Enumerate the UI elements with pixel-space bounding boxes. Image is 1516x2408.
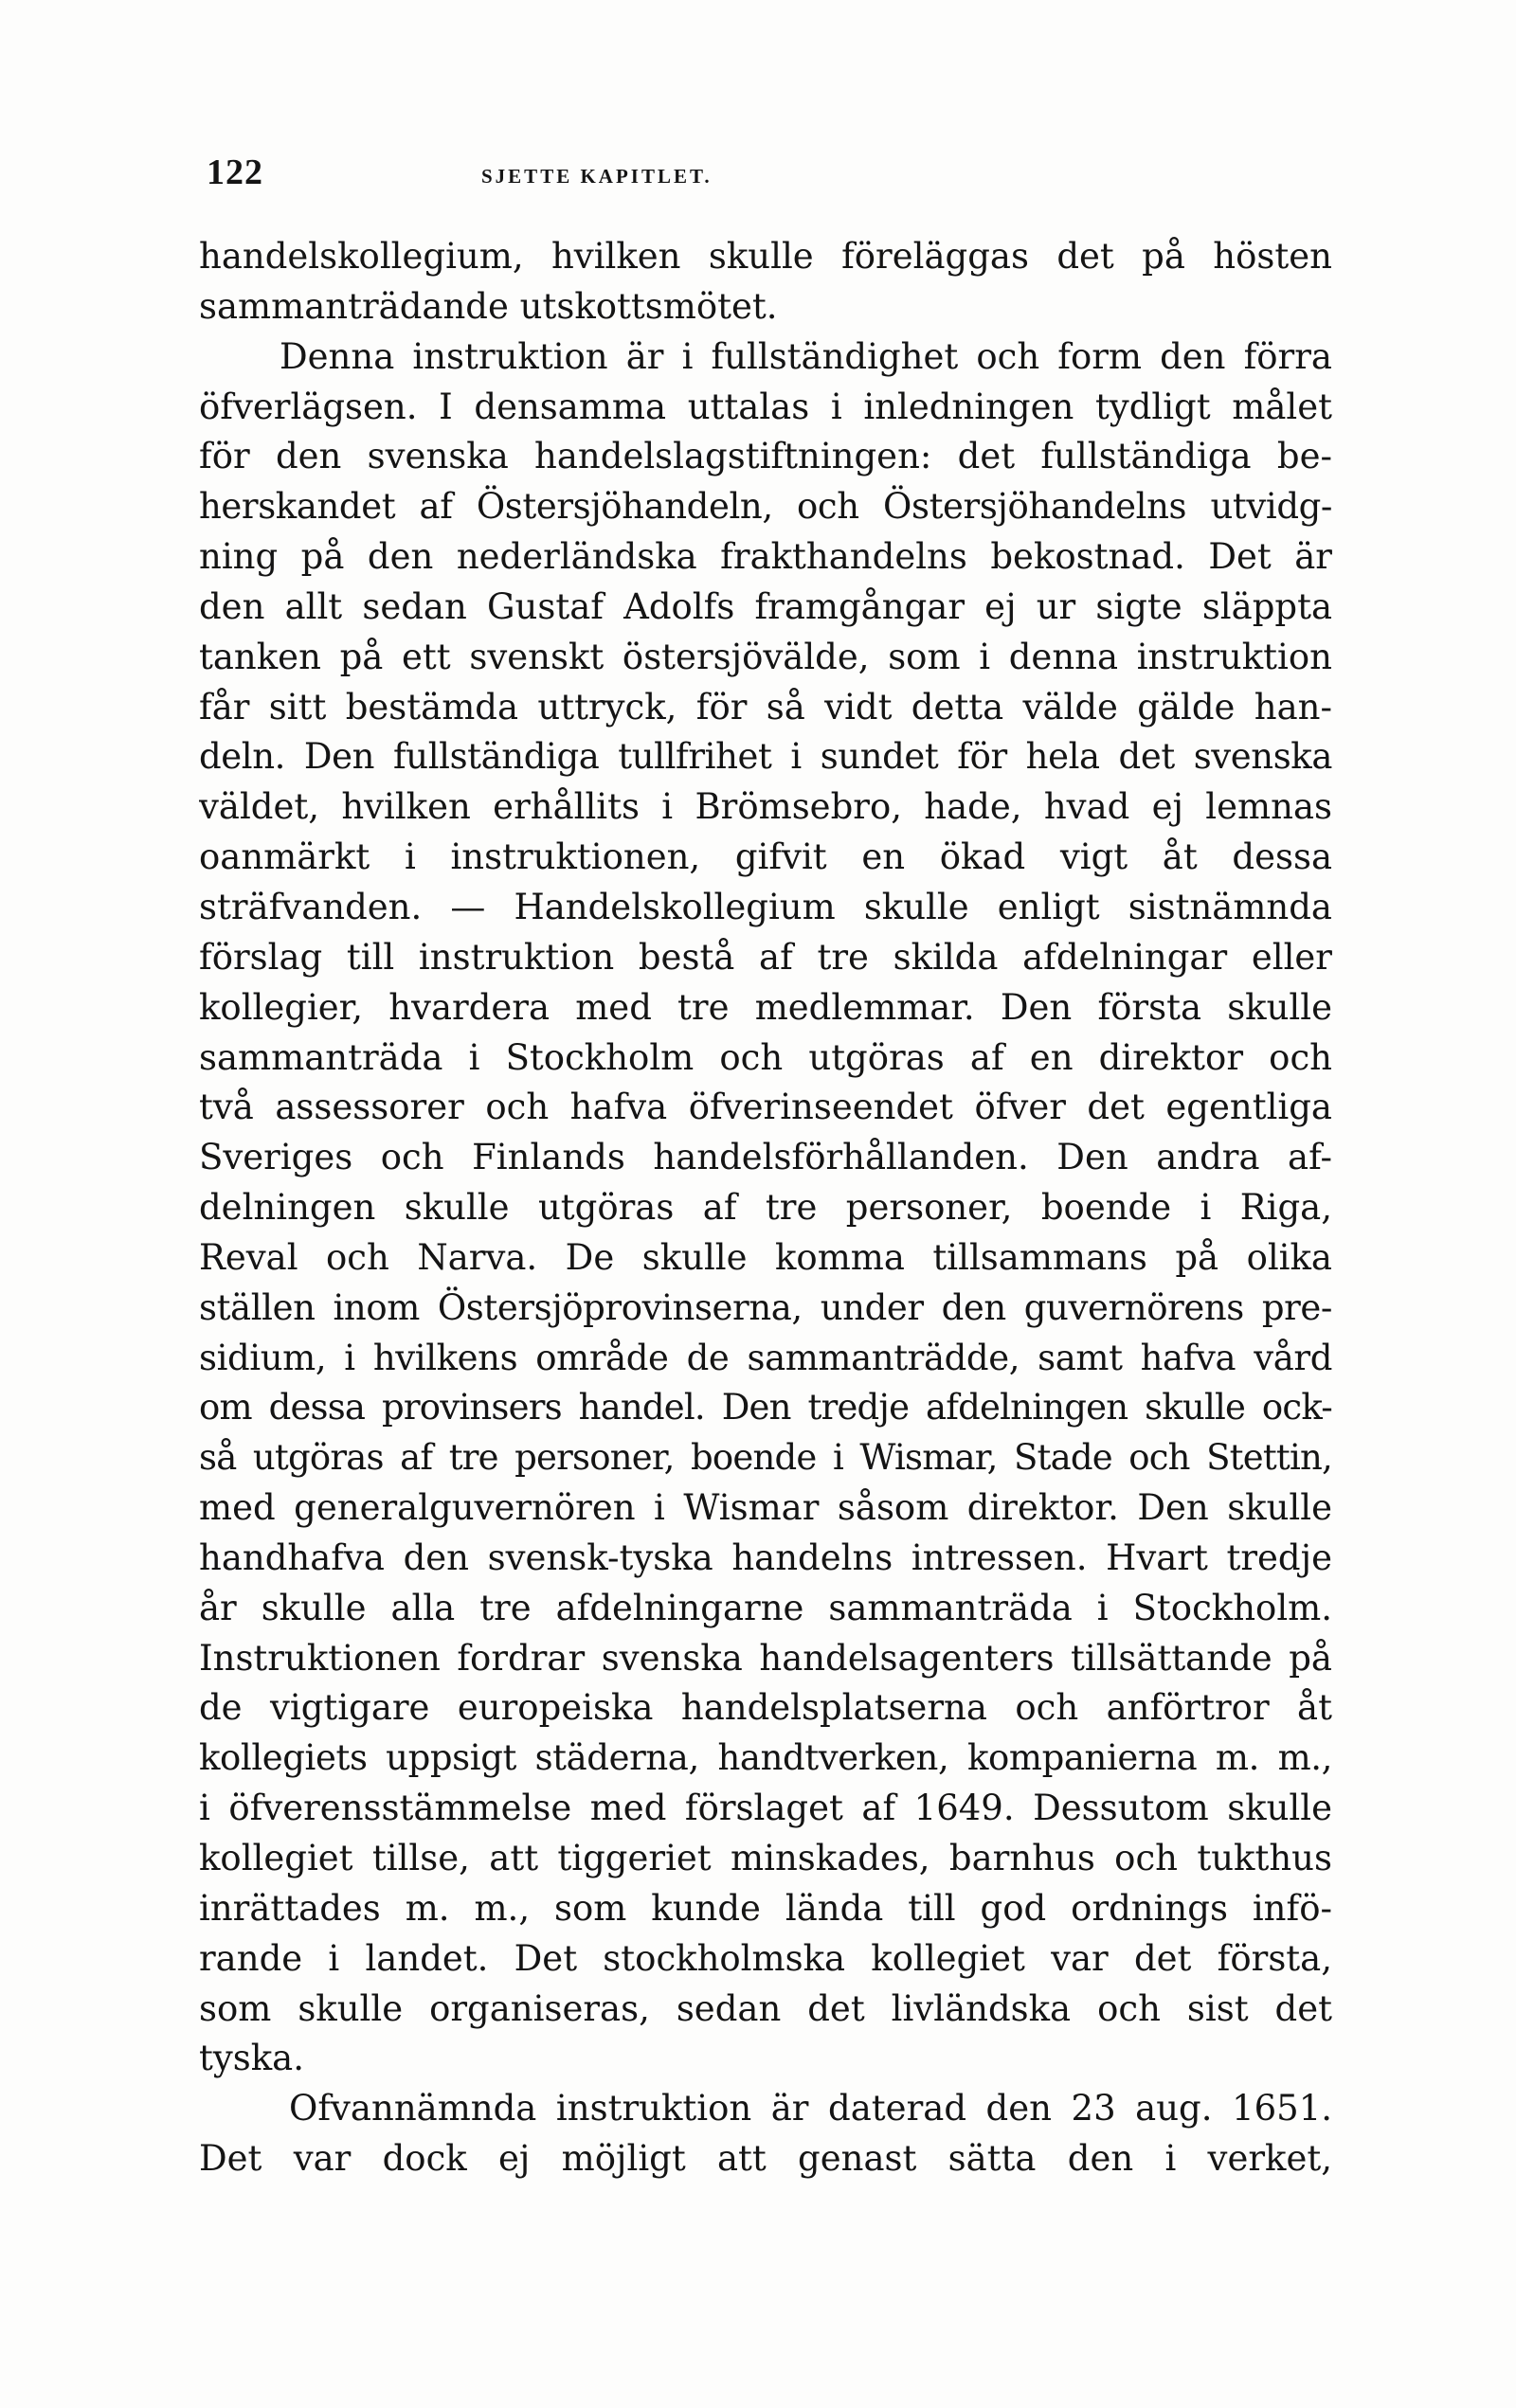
text-line: oanmärkt i instruktionen, gifvit en ökad vigt åt dessa [199, 836, 1332, 878]
text-line: två assessorer och hafva öfverinseendet öfver det egentliga [199, 1087, 1332, 1128]
text-line: ställen inom Östersjöprovinserna, under den guvernörens pre- [199, 1286, 1332, 1328]
running-head [207, 152, 1325, 199]
chapter-title: SJETTE KAPITLET. [481, 165, 713, 188]
text-line: delningen skulle utgöras af tre personer, boende i Riga, [199, 1187, 1332, 1229]
text-line: herskandet af Östersjöhandeln, och Östersjöhandelns utvidg- [199, 486, 1332, 528]
text-line: får sitt bestämda uttryck, för så vidt detta välde gälde han- [199, 686, 1332, 728]
text-line: Reval och Narva. De skulle komma tillsammans på olika [199, 1236, 1332, 1278]
text-line: om dessa provinsers handel. Den tredje afdelningen skulle ock- [199, 1387, 1332, 1429]
text-line: för den svenska handelslagstiftningen: det fullständiga be- [199, 436, 1332, 477]
text-line: med generalguvernören i Wismar såsom direktor. Den skulle [199, 1487, 1332, 1529]
text-line: väldet, hvilken erhållits i Brömsebro, hade, hvad ej lemnas [199, 786, 1332, 828]
text-line: rande i landet. Det stockholmska kollegiet var det första, [199, 1937, 1332, 1979]
text-line: sträfvanden. — Handelskollegium skulle enligt sistnämnda [199, 886, 1332, 927]
text-line: tanken på ett svenskt östersjövälde, som i denna instruktion [199, 636, 1332, 677]
text-line: år skulle alla tre afdelningarne sammanträda i Stockholm. [199, 1587, 1332, 1628]
text-line: förslag till instruktion bestå af tre skilda afdelningar eller [199, 936, 1332, 978]
text-line: som skulle organiseras, sedan det livländska och sist det [199, 1987, 1332, 2029]
text-line: sidium, i hvilkens område de sammanträdde, samt hafva vård [199, 1337, 1332, 1378]
paragraph-start-line: Ofvannämnda instruktion är daterad den 23 aug. 1651. [289, 2088, 1332, 2129]
paragraph-start-line: Denna instruktion är i fullständighet och form den förra [280, 335, 1332, 377]
text-line: handhafva den svensk-tyska handelns intressen. Hvart tredje [199, 1536, 1332, 1578]
text-line: ning på den nederländska frakthandelns bekostnad. Det är [199, 536, 1332, 578]
text-line: så utgöras af tre personer, boende i Wismar, Stade och Stettin, [199, 1437, 1332, 1479]
text-line: sammanträdande utskottsmötet. [199, 285, 778, 327]
text-line: Det var dock ej möjligt att genast sätta den i verket, [199, 2138, 1332, 2180]
text-line: Sveriges och Finlands handelsförhållanden. Den andra af- [199, 1137, 1332, 1178]
text-line: den allt sedan Gustaf Adolfs framgångar ej ur sigte släppta [199, 585, 1332, 627]
text-line: inrättades m. m., som kunde lända till god ordnings infö- [199, 1887, 1332, 1929]
text-line: i öfverensstämmelse med förslaget af 1649. Dessutom skulle [199, 1788, 1332, 1829]
text-line: Instruktionen fordrar svenska handelsagenters tillsättande på [199, 1637, 1332, 1679]
text-line: handelskollegium, hvilken skulle föreläggas det på hösten [199, 236, 1332, 277]
text-line: kollegiet tillse, att tiggeriet minskades, barnhus och tukthus [199, 1838, 1332, 1878]
text-line: kollegiets uppsigt städerna, handtverken, kompanierna m. m., [199, 1737, 1332, 1779]
text-line: tyska. [199, 2038, 304, 2079]
text-line: de vigtigare europeiska handelsplatserna och anförtror åt [199, 1687, 1332, 1729]
body-text [199, 232, 1332, 2184]
text-line: kollegier, hvardera med tre medlemmar. Den första skulle [199, 986, 1332, 1028]
text-line: öfverlägsen. I densamma uttalas i inledningen tydligt målet [199, 386, 1332, 427]
page-number: 122 [207, 153, 263, 192]
text-line: deln. Den fullständiga tullfrihet i sundet för hela det svenska [199, 736, 1332, 778]
text-line: sammanträda i Stockholm och utgöras af en direktor och [199, 1036, 1332, 1078]
